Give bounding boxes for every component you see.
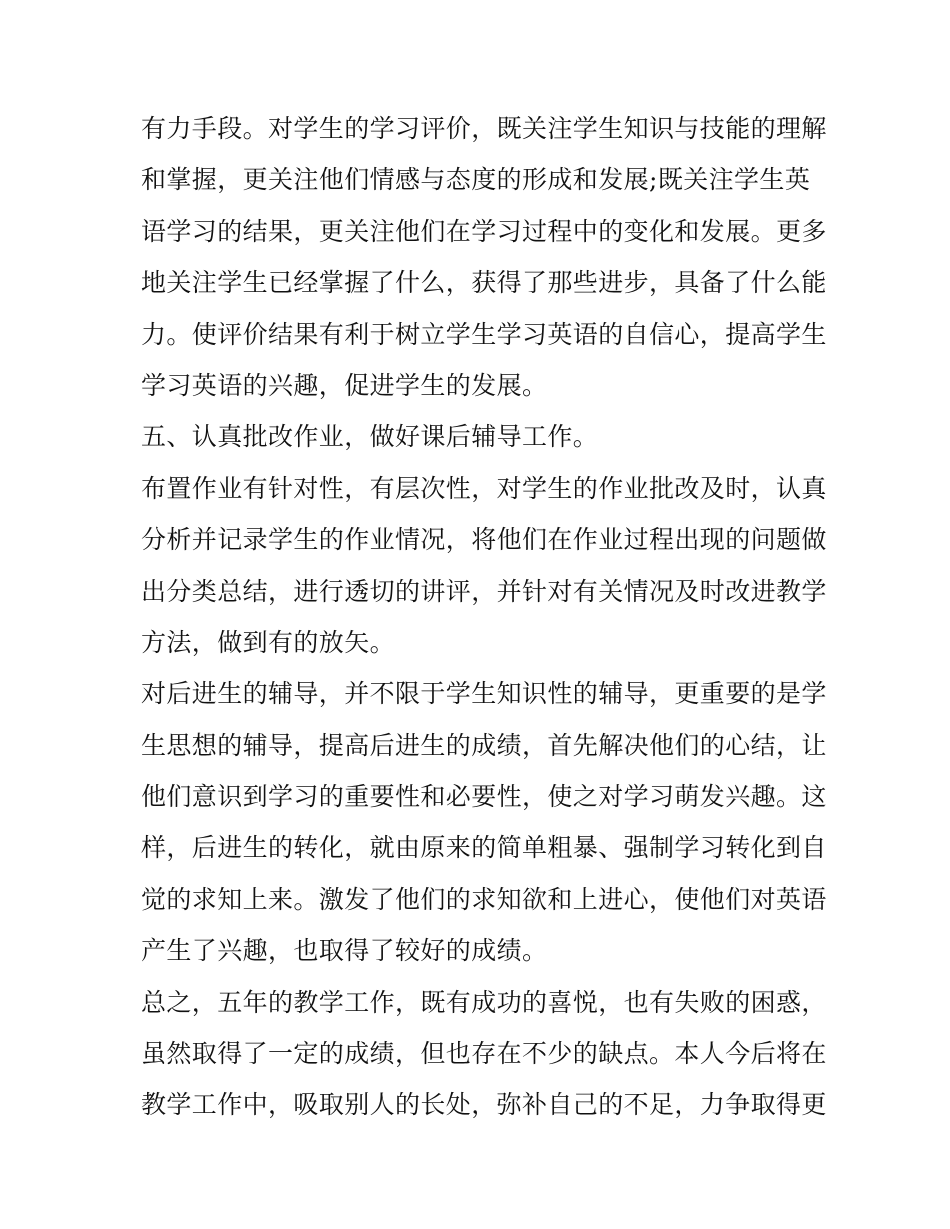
text-line: 布置作业有针对性，有层次性，对学生的作业批改及时，认真 [141,473,827,503]
text-line: 他们意识到学习的重要性和必要性，使之对学习萌发兴趣。这 [141,782,827,812]
text-line: 语学习的结果，更关注他们在学习过程中的变化和发展。更多 [141,216,827,246]
text-line: 生思想的辅导，提高后进生的成绩，首先解决他们的心结，让 [141,730,827,760]
text-line: 学习英语的兴趣，促进学生的发展。 [141,370,548,400]
text-line: 方法，做到有的放矢。 [141,627,396,657]
text-line: 有力手段。对学生的学习评价，既关注学生知识与技能的理解 [141,114,827,143]
text-line: 对后进生的辅导，并不限于学生知识性的辅导，更重要的是学 [141,679,827,709]
text-line: 总之，五年的教学工作，既有成功的喜悦，也有失败的困惑， [141,987,827,1017]
text-line: 觉的求知上来。激发了他们的求知欲和上进心，使他们对英语 [141,884,827,914]
text-line: 出分类总结，进行透切的讲评，并针对有关情况及时改进教学 [141,576,827,606]
text-line: 地关注学生已经掌握了什么，获得了那些进步，具备了什么能 [141,268,827,298]
section-heading: 五、认真批改作业，做好课后辅导工作。 [141,422,599,452]
text-line: 产生了兴趣，也取得了较好的成绩。 [141,936,548,966]
text-line: 力。使评价结果有利于树立学生学习英语的自信心，提高学生 [141,319,827,349]
text-line: 样，后进生的转化，就由原来的简单粗暴、强制学习转化到自 [141,833,827,863]
body-text [141,103,827,1131]
text-line: 分析并记录学生的作业情况，将他们在作业过程出现的问题做 [141,525,827,555]
text-line: 虽然取得了一定的成绩，但也存在不少的缺点。本人今后将在 [141,1039,827,1069]
text-line: 和掌握，更关注他们情感与态度的形成和发展;既关注学生英 [141,165,811,195]
text-line: 教学工作中，吸取别人的长处，弥补自己的不足，力争取得更 [141,1090,827,1120]
